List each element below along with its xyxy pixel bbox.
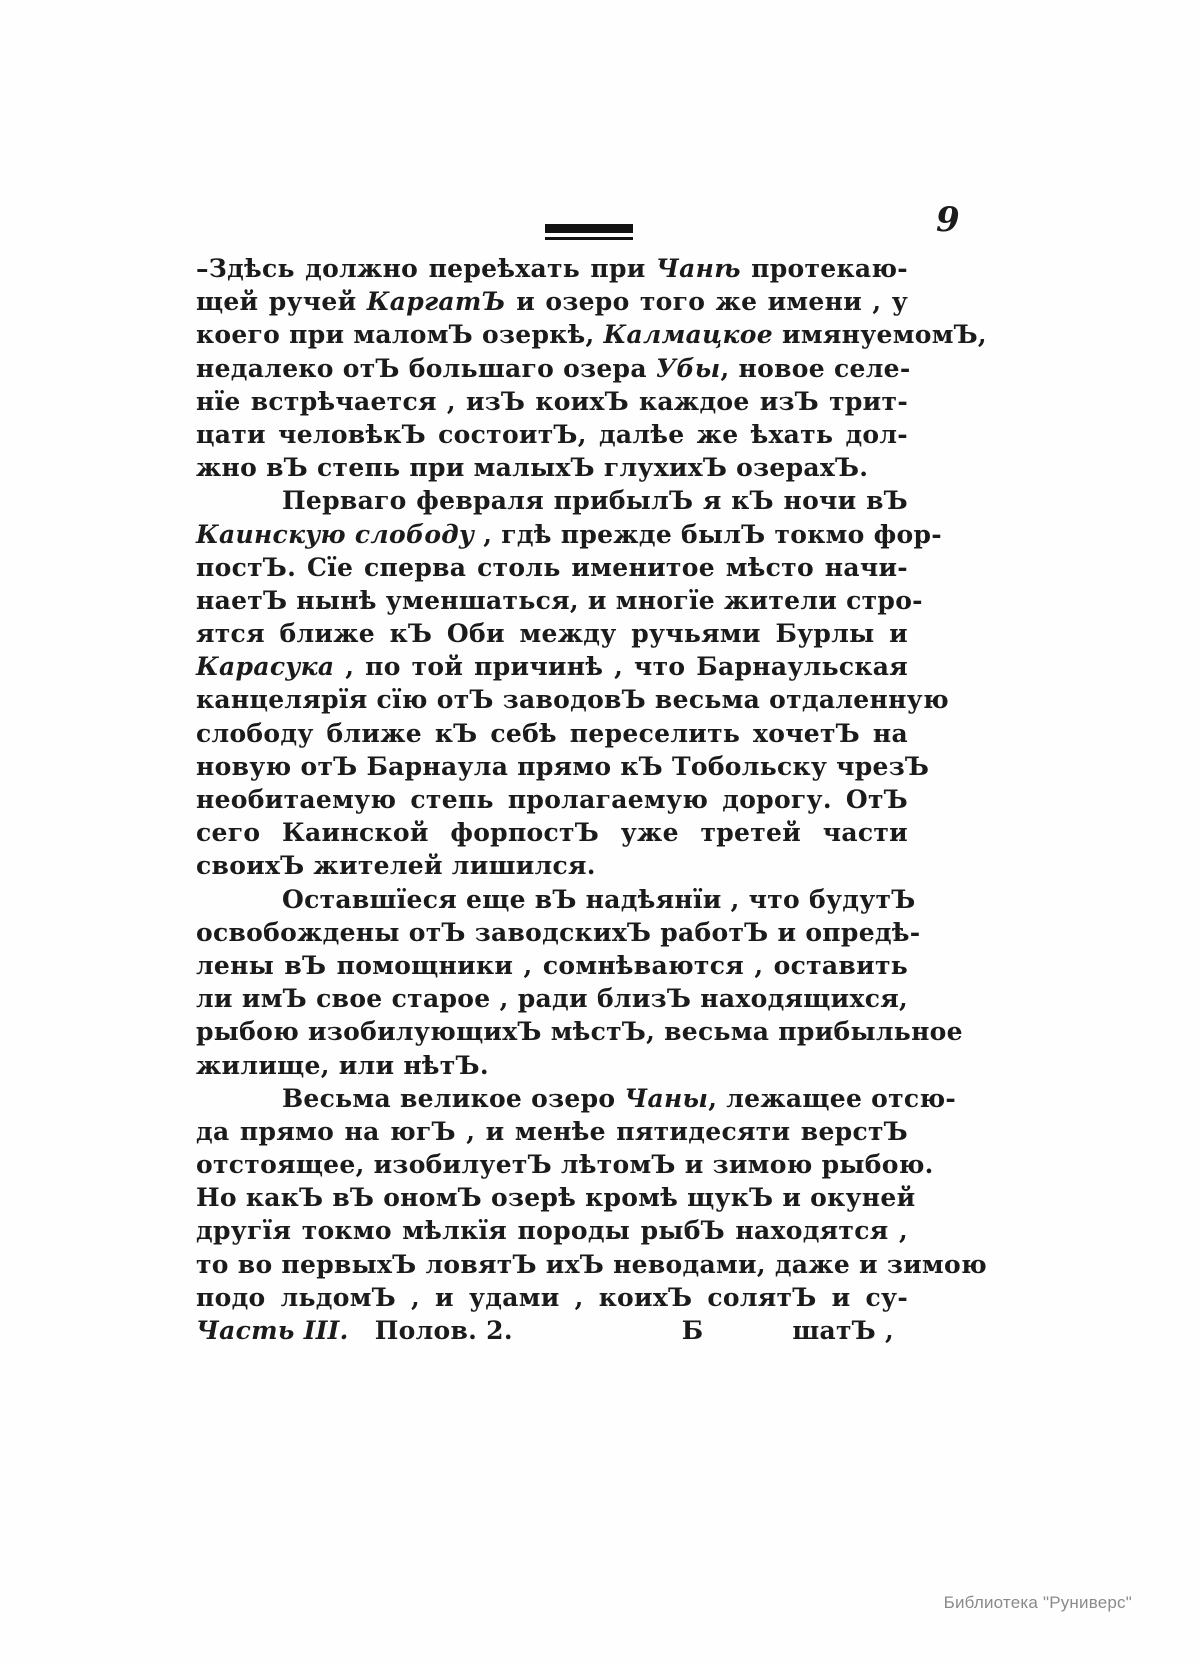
text-line xyxy=(196,717,908,750)
text-line xyxy=(196,584,923,617)
text-segment: постЪ. Сїе сперва столь именитое мѣсто начи- xyxy=(196,552,908,582)
text-line xyxy=(196,518,942,551)
proper-name-italic: Чаны xyxy=(624,1083,709,1113)
volume-part-label: Часть III. xyxy=(196,1316,349,1345)
text-line xyxy=(196,816,908,849)
text-segment: имянуемомЪ, xyxy=(772,320,987,350)
proper-name-italic: Каинскую слободу xyxy=(196,519,475,549)
text-line xyxy=(196,849,908,882)
footer-line xyxy=(196,1314,908,1347)
text-line xyxy=(196,916,921,949)
text-line xyxy=(196,1181,916,1214)
text-line xyxy=(196,252,908,285)
text-segment: да прямо на югЪ , и менѣе пятидесяти верстЪ xyxy=(196,1116,908,1146)
text-segment: новую отЪ Барнаула прямо кЪ Тобольску чрезЪ xyxy=(196,751,930,781)
text-segment: другїя токмо мѣлкїя породы рыбЪ находятся , xyxy=(196,1216,908,1246)
text-segment: , новое селе- xyxy=(720,353,911,383)
text-segment: Перваго февраля прибылЪ я кЪ ночи вЪ xyxy=(282,486,908,516)
text-segment: , по той причинѣ , что Барнаульская xyxy=(334,652,908,682)
text-segment: –Здѣсь должно переѣхать при xyxy=(196,254,657,283)
text-segment: и озеро того же имени , у xyxy=(505,287,909,317)
text-block xyxy=(196,252,987,1314)
text-line xyxy=(196,617,908,650)
text-line xyxy=(196,650,908,683)
proper-name-italic: Чанѣ xyxy=(656,254,741,283)
text-segment: жилище, или нѣтЪ. xyxy=(196,1050,489,1080)
text-line xyxy=(196,285,908,318)
text-segment: наетЪ нынѣ уменшаться, и многїе жители стро- xyxy=(196,585,923,615)
text-segment: Весьма великое озеро xyxy=(282,1083,625,1113)
text-segment: необитаемую степь пролагаемую дорогу. ОтЪ xyxy=(196,785,908,814)
text-line xyxy=(196,484,908,517)
proper-name-italic: Калмацкое xyxy=(603,320,773,350)
page-number: 9 xyxy=(936,200,960,240)
text-line xyxy=(196,1248,987,1281)
text-line xyxy=(196,1015,963,1048)
text-line xyxy=(196,318,987,351)
text-segment: , гдѣ прежде былЪ токмо фор- xyxy=(474,519,942,549)
text-segment: ятся ближе кЪ Оби между ручьями Бурлы и xyxy=(196,619,908,649)
text-line xyxy=(196,418,908,451)
text-line xyxy=(196,1148,934,1181)
text-segment: коего при маломЪ озеркѣ, xyxy=(196,320,604,350)
text-segment: Но какЪ вЪ ономЪ озерѣ кромѣ щукЪ и окуней xyxy=(196,1183,916,1213)
text-segment: , лежащее отсю- xyxy=(708,1083,957,1113)
text-segment: освобождены отЪ заводскихЪ работЪ и опредѣ- xyxy=(196,917,921,947)
volume-label xyxy=(196,1314,513,1347)
signature-mark: Б xyxy=(681,1316,704,1345)
text-segment: слободу ближе кЪ себѣ переселить хочетЪ на xyxy=(196,718,908,748)
library-watermark: Библиотека "Руниверс" xyxy=(943,1593,1132,1612)
proper-name-italic: Карасука xyxy=(196,652,335,682)
header-rule-ornament xyxy=(545,224,633,240)
text-segment: нїе встрѣчается , изЪ коихЪ каждое изЪ трит- xyxy=(196,386,908,416)
text-line xyxy=(196,750,930,783)
text-segment: цати человѣкЪ состоитЪ, далѣе же ѣхать дол- xyxy=(196,419,908,449)
text-segment: отстоящее, изобилуетЪ лѣтомЪ и зимою рыбою. xyxy=(196,1150,934,1180)
text-line xyxy=(196,1281,908,1314)
text-line xyxy=(196,883,916,916)
text-segment: щей ручей xyxy=(196,287,367,317)
text-segment: Оставшїеся еще вЪ надѣянїи , что будутЪ xyxy=(282,884,916,914)
text-line xyxy=(196,949,908,982)
text-line xyxy=(196,385,908,418)
text-segment: недалеко отЪ большаго озера xyxy=(196,353,656,383)
text-segment: своихЪ жителей лишился. xyxy=(196,851,596,881)
text-line xyxy=(196,451,908,484)
volume-half-label: Полов. 2. xyxy=(374,1316,513,1345)
text-line xyxy=(196,982,908,1015)
text-line xyxy=(196,551,908,584)
text-line xyxy=(196,783,908,816)
text-line xyxy=(196,683,949,716)
proper-name-italic: КаргатЪ xyxy=(366,287,506,317)
text-segment: то во первыхЪ ловятЪ ихЪ неводами, даже и зимою xyxy=(196,1249,987,1279)
text-line xyxy=(196,352,911,385)
text-segment: канцелярїя сїю отЪ заводовЪ весьма отдаленную xyxy=(196,685,949,715)
text-segment: протекаю- xyxy=(740,254,908,283)
text-segment: подо льдомЪ , и удами , коихЪ солятЪ и су- xyxy=(196,1282,908,1312)
text-line xyxy=(196,1214,908,1247)
proper-name-italic: Убы xyxy=(655,353,721,383)
text-line xyxy=(196,1082,957,1115)
text-segment: сего Каинской форпостЪ уже третей части xyxy=(196,818,908,848)
text-line xyxy=(196,1115,908,1148)
text-segment: лены вЪ помощники , сомнѣваются , оставить xyxy=(196,950,908,980)
catchword: шатЪ , xyxy=(792,1316,894,1345)
text-segment: рыбою изобилующихЪ мѣстЪ, весьма прибыльное xyxy=(196,1017,963,1047)
text-line xyxy=(196,1049,908,1082)
text-segment: ли имЪ свое старое , ради близЪ находящихся, xyxy=(196,984,908,1014)
text-segment: жно вЪ степь при малыхЪ глухихЪ озерахЪ. xyxy=(196,453,869,483)
